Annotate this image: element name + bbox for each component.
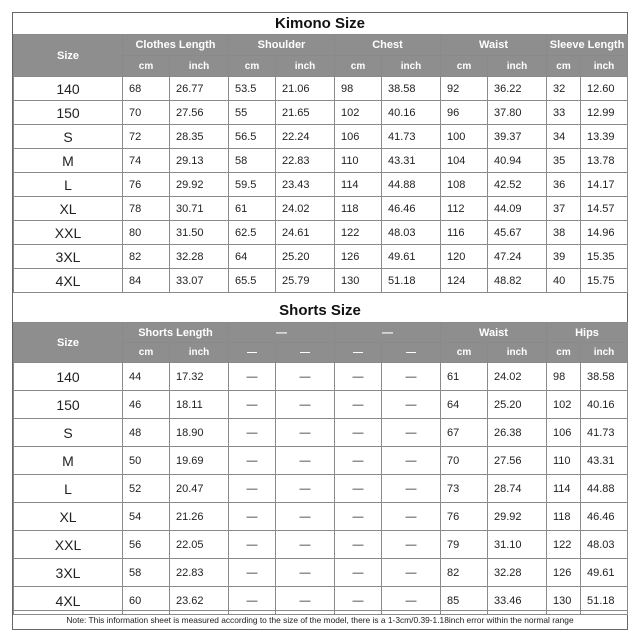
value-cell: — [276, 587, 335, 615]
value-cell: 61 [441, 363, 488, 391]
value-cell: 110 [335, 149, 382, 173]
value-cell: — [382, 587, 441, 615]
table-row [14, 391, 628, 419]
table-row [14, 447, 628, 475]
value-cell: 122 [547, 531, 581, 559]
value-cell: 47.24 [488, 245, 547, 269]
value-cell: 14.96 [581, 221, 628, 245]
value-cell: — [335, 587, 382, 615]
size-column-header: Size [14, 323, 123, 363]
group-header: — [229, 323, 335, 343]
table-row [14, 531, 628, 559]
value-cell: 31.10 [488, 531, 547, 559]
table-row [14, 419, 628, 447]
value-cell: 40.16 [382, 101, 441, 125]
value-cell: — [229, 531, 276, 559]
value-cell: 70 [441, 447, 488, 475]
value-cell: — [276, 475, 335, 503]
unit-header: inch [488, 343, 547, 363]
value-cell: 34 [547, 125, 581, 149]
value-cell: — [276, 419, 335, 447]
value-cell: 12.99 [581, 101, 628, 125]
value-cell: 15.35 [581, 245, 628, 269]
value-cell: 70 [123, 101, 170, 125]
value-cell: — [276, 503, 335, 531]
value-cell: 33.46 [488, 587, 547, 615]
value-cell: 92 [441, 77, 488, 101]
value-cell: 13.78 [581, 149, 628, 173]
value-cell: 58 [123, 559, 170, 587]
value-cell: 33.07 [170, 269, 229, 293]
unit-header: cm [123, 343, 170, 363]
value-cell: 48.82 [488, 269, 547, 293]
value-cell: 61 [229, 197, 276, 221]
table-row [14, 475, 628, 503]
value-cell: 102 [335, 101, 382, 125]
table-row [14, 559, 628, 587]
table-row [14, 77, 628, 101]
unit-header: cm [335, 56, 382, 77]
size-cell: M [14, 149, 123, 173]
table-row [14, 245, 628, 269]
value-cell: — [276, 447, 335, 475]
unit-header: — [335, 343, 382, 363]
value-cell: 38.58 [581, 363, 628, 391]
value-cell: 124 [441, 269, 488, 293]
value-cell: 76 [441, 503, 488, 531]
value-cell: 45.67 [488, 221, 547, 245]
value-cell: 96 [441, 101, 488, 125]
value-cell: 43.31 [382, 149, 441, 173]
shorts-size-table [13, 322, 628, 615]
value-cell: 80 [123, 221, 170, 245]
value-cell: — [335, 475, 382, 503]
group-header: Shoulder [229, 35, 335, 56]
value-cell: 44.88 [581, 475, 628, 503]
value-cell: 130 [335, 269, 382, 293]
value-cell: 43.31 [581, 447, 628, 475]
value-cell: 44 [123, 363, 170, 391]
value-cell: 118 [335, 197, 382, 221]
value-cell: 14.17 [581, 173, 628, 197]
value-cell: 64 [229, 245, 276, 269]
value-cell: 102 [547, 391, 581, 419]
value-cell: — [276, 363, 335, 391]
value-cell: 126 [547, 559, 581, 587]
value-cell: 46.46 [382, 197, 441, 221]
value-cell: 37 [547, 197, 581, 221]
value-cell: — [382, 559, 441, 587]
value-cell: 29.13 [170, 149, 229, 173]
size-cell: M [14, 447, 123, 475]
unit-header: cm [547, 56, 581, 77]
value-cell: 50 [123, 447, 170, 475]
value-cell: 35 [547, 149, 581, 173]
value-cell: 40.94 [488, 149, 547, 173]
value-cell: 49.61 [581, 559, 628, 587]
value-cell: 49.61 [382, 245, 441, 269]
value-cell: 53.5 [229, 77, 276, 101]
group-header: Hips [547, 323, 628, 343]
value-cell: 22.83 [276, 149, 335, 173]
value-cell: 21.65 [276, 101, 335, 125]
measurement-note: Note: This information sheet is measured according to the size of the model, there is a 1-3cm/0.39-1.18inch error within the normal range [13, 610, 627, 629]
value-cell: 65.5 [229, 269, 276, 293]
group-header: Sleeve Length [547, 35, 628, 56]
value-cell: 37.80 [488, 101, 547, 125]
unit-header: cm [441, 56, 488, 77]
table-row [14, 173, 628, 197]
value-cell: 126 [335, 245, 382, 269]
value-cell: 55 [229, 101, 276, 125]
value-cell: 36.22 [488, 77, 547, 101]
size-cell: 3XL [14, 245, 123, 269]
size-cell: 140 [14, 77, 123, 101]
table-row [14, 197, 628, 221]
group-header: Waist [441, 35, 547, 56]
value-cell: 41.73 [581, 419, 628, 447]
size-cell: 4XL [14, 269, 123, 293]
value-cell: 18.90 [170, 419, 229, 447]
group-header: Clothes Length [123, 35, 229, 56]
size-cell: XXL [14, 221, 123, 245]
table-row [14, 125, 628, 149]
value-cell: 12.60 [581, 77, 628, 101]
value-cell: — [382, 391, 441, 419]
value-cell: — [335, 419, 382, 447]
value-cell: 25.79 [276, 269, 335, 293]
value-cell: 24.02 [276, 197, 335, 221]
value-cell: — [229, 391, 276, 419]
group-header: — [335, 323, 441, 343]
value-cell: 31.50 [170, 221, 229, 245]
value-cell: — [382, 419, 441, 447]
value-cell: — [276, 391, 335, 419]
value-cell: 98 [547, 363, 581, 391]
value-cell: — [335, 559, 382, 587]
value-cell: 38 [547, 221, 581, 245]
value-cell: 21.26 [170, 503, 229, 531]
value-cell: 85 [441, 587, 488, 615]
value-cell: 100 [441, 125, 488, 149]
value-cell: 106 [335, 125, 382, 149]
value-cell: 24.61 [276, 221, 335, 245]
table-row [14, 221, 628, 245]
value-cell: 22.83 [170, 559, 229, 587]
unit-header: cm [229, 56, 276, 77]
value-cell: 60 [123, 587, 170, 615]
value-cell: 22.05 [170, 531, 229, 559]
value-cell: 74 [123, 149, 170, 173]
value-cell: 19.69 [170, 447, 229, 475]
value-cell: 48.03 [581, 531, 628, 559]
value-cell: 15.75 [581, 269, 628, 293]
size-cell: XXL [14, 531, 123, 559]
value-cell: — [276, 559, 335, 587]
value-cell: 84 [123, 269, 170, 293]
value-cell: — [229, 475, 276, 503]
value-cell: 22.24 [276, 125, 335, 149]
value-cell: — [382, 475, 441, 503]
table-row [14, 149, 628, 173]
value-cell: 29.92 [488, 503, 547, 531]
value-cell: 24.02 [488, 363, 547, 391]
value-cell: 36 [547, 173, 581, 197]
unit-header: inch [581, 56, 628, 77]
value-cell: 44.09 [488, 197, 547, 221]
value-cell: 42.52 [488, 173, 547, 197]
value-cell: 52 [123, 475, 170, 503]
value-cell: — [229, 559, 276, 587]
size-cell: S [14, 125, 123, 149]
value-cell: 18.11 [170, 391, 229, 419]
value-cell: 21.06 [276, 77, 335, 101]
unit-header: inch [170, 56, 229, 77]
value-cell: 40 [547, 269, 581, 293]
size-cell: S [14, 419, 123, 447]
size-cell: 140 [14, 363, 123, 391]
value-cell: 59.5 [229, 173, 276, 197]
value-cell: 68 [123, 77, 170, 101]
value-cell: 106 [547, 419, 581, 447]
value-cell: 118 [547, 503, 581, 531]
value-cell: 40.16 [581, 391, 628, 419]
value-cell: 27.56 [488, 447, 547, 475]
value-cell: 29.92 [170, 173, 229, 197]
value-cell: 82 [441, 559, 488, 587]
value-cell: 54 [123, 503, 170, 531]
value-cell: 72 [123, 125, 170, 149]
value-cell: 64 [441, 391, 488, 419]
value-cell: — [335, 363, 382, 391]
value-cell: — [229, 503, 276, 531]
value-cell: 28.74 [488, 475, 547, 503]
value-cell: 25.20 [488, 391, 547, 419]
table-row [14, 101, 628, 125]
unit-header: inch [170, 343, 229, 363]
group-header: Chest [335, 35, 441, 56]
value-cell: 67 [441, 419, 488, 447]
value-cell: 78 [123, 197, 170, 221]
value-cell: 39.37 [488, 125, 547, 149]
table-row [14, 503, 628, 531]
value-cell: — [335, 391, 382, 419]
value-cell: 28.35 [170, 125, 229, 149]
shorts-title: Shorts Size [279, 302, 361, 319]
value-cell: 39 [547, 245, 581, 269]
value-cell: 120 [441, 245, 488, 269]
value-cell: — [335, 531, 382, 559]
value-cell: 48 [123, 419, 170, 447]
size-column-header: Size [14, 35, 123, 77]
value-cell: 110 [547, 447, 581, 475]
group-header: Shorts Length [123, 323, 229, 343]
unit-header: inch [488, 56, 547, 77]
value-cell: 32.28 [170, 245, 229, 269]
unit-header: inch [276, 56, 335, 77]
value-cell: 73 [441, 475, 488, 503]
value-cell: 13.39 [581, 125, 628, 149]
value-cell: 17.32 [170, 363, 229, 391]
unit-header: inch [581, 343, 628, 363]
size-cell: 150 [14, 101, 123, 125]
kimono-title: Kimono Size [274, 15, 365, 32]
value-cell: 62.5 [229, 221, 276, 245]
value-cell: 41.73 [382, 125, 441, 149]
value-cell: 79 [441, 531, 488, 559]
value-cell: 38.58 [382, 77, 441, 101]
value-cell: 58 [229, 149, 276, 173]
group-header: Waist [441, 323, 547, 343]
value-cell: 44.88 [382, 173, 441, 197]
unit-header: — [276, 343, 335, 363]
value-cell: 32.28 [488, 559, 547, 587]
unit-header: — [229, 343, 276, 363]
value-cell: 82 [123, 245, 170, 269]
table-row [14, 363, 628, 391]
unit-header: cm [441, 343, 488, 363]
value-cell: 56 [123, 531, 170, 559]
size-cell: 4XL [14, 587, 123, 615]
value-cell: — [382, 363, 441, 391]
value-cell: 27.56 [170, 101, 229, 125]
value-cell: 56.5 [229, 125, 276, 149]
value-cell: 14.57 [581, 197, 628, 221]
value-cell: 20.47 [170, 475, 229, 503]
value-cell: 30.71 [170, 197, 229, 221]
value-cell: 32 [547, 77, 581, 101]
value-cell: 114 [547, 475, 581, 503]
value-cell: 98 [335, 77, 382, 101]
value-cell: — [229, 419, 276, 447]
value-cell: 48.03 [382, 221, 441, 245]
value-cell: — [382, 503, 441, 531]
value-cell: 46 [123, 391, 170, 419]
size-cell: L [14, 173, 123, 197]
value-cell: 33 [547, 101, 581, 125]
size-cell: XL [14, 197, 123, 221]
value-cell: 23.43 [276, 173, 335, 197]
unit-header: — [382, 343, 441, 363]
unit-header: inch [382, 56, 441, 77]
value-cell: 116 [441, 221, 488, 245]
value-cell: 51.18 [382, 269, 441, 293]
value-cell: — [229, 587, 276, 615]
size-cell: XL [14, 503, 123, 531]
value-cell: 23.62 [170, 587, 229, 615]
value-cell: — [382, 447, 441, 475]
unit-header: cm [547, 343, 581, 363]
value-cell: — [229, 447, 276, 475]
value-cell: 46.46 [581, 503, 628, 531]
value-cell: 26.77 [170, 77, 229, 101]
value-cell: 25.20 [276, 245, 335, 269]
kimono-size-table [13, 34, 628, 293]
value-cell: 112 [441, 197, 488, 221]
value-cell: 26.38 [488, 419, 547, 447]
value-cell: — [229, 363, 276, 391]
unit-header: cm [123, 56, 170, 77]
size-cell: 150 [14, 391, 123, 419]
value-cell: 76 [123, 173, 170, 197]
size-cell: 3XL [14, 559, 123, 587]
value-cell: 122 [335, 221, 382, 245]
value-cell: 130 [547, 587, 581, 615]
size-cell: L [14, 475, 123, 503]
value-cell: — [276, 531, 335, 559]
value-cell: — [382, 531, 441, 559]
value-cell: 114 [335, 173, 382, 197]
table-row [14, 269, 628, 293]
value-cell: — [335, 447, 382, 475]
value-cell: — [335, 503, 382, 531]
value-cell: 51.18 [581, 587, 628, 615]
value-cell: 104 [441, 149, 488, 173]
value-cell: 108 [441, 173, 488, 197]
